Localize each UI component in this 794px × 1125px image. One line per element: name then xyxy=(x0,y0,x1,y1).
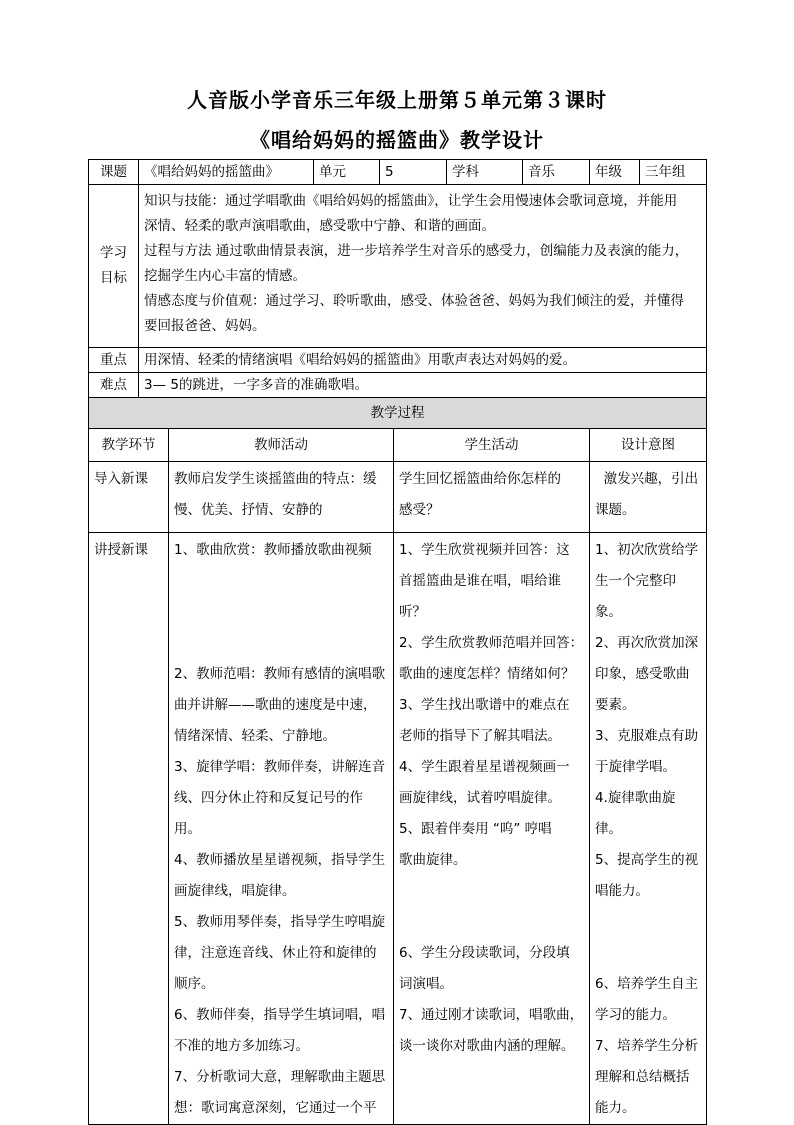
unit-label: 单元 xyxy=(314,160,380,185)
header-stage: 教学环节 xyxy=(89,429,169,462)
goals-label-line: 学习 xyxy=(100,245,127,261)
teacher-line: 顺序。 xyxy=(174,976,215,992)
teacher-line: 律，注意连音线、休止符和旋律的 xyxy=(174,945,377,961)
goals-label xyxy=(89,185,139,348)
student-line: 7、通过刚才读歌词，唱歌曲， xyxy=(399,1007,584,1023)
intent-line: 学习的能力。 xyxy=(595,1007,676,1023)
header-student: 学生活动 xyxy=(394,429,590,462)
difficulty-row xyxy=(89,373,707,398)
teacher-line: 3、旋律学唱：教师伴奏，讲解连音 xyxy=(174,759,386,775)
student-line: 老师的指导下了解其唱法。 xyxy=(399,728,561,744)
student-line: 2、学生欣赏教师范唱并回答： xyxy=(399,635,584,651)
intent-line: 激发兴趣，引出 xyxy=(595,471,699,487)
student-line: 画旋律线，试着哼唱旋律。 xyxy=(399,790,561,806)
header-teacher: 教师活动 xyxy=(169,429,394,462)
difficulty-value: 3— 5的跳进，一字多音的准确歌唱。 xyxy=(139,373,707,398)
main-teacher xyxy=(169,533,394,1125)
grade-value: 三年组 xyxy=(640,160,707,185)
teacher-line: 不准的地方多加练习。 xyxy=(174,1038,309,1054)
teacher-line: 曲并讲解——歌曲的速度是中速， xyxy=(174,697,377,713)
intro-stage xyxy=(89,462,169,533)
topic-label: 课题 xyxy=(89,160,139,185)
intent-line: 印象，感受歌曲 xyxy=(595,666,690,682)
goal-line: 过程与方法 通过歌曲情景表演，进一步培养学生对音乐的感受力，创编能力及表演的能力， xyxy=(144,243,689,259)
spacer xyxy=(399,876,584,938)
student-line: 首摇篮曲是谁在唱，唱给谁 xyxy=(399,573,561,589)
intent-line: 理解和总结概括 xyxy=(595,1069,690,1085)
process-band: 教学过程 xyxy=(89,398,707,429)
student-line: 1、学生欣赏视频并回答：这 xyxy=(399,542,570,558)
intro-intent xyxy=(590,462,707,533)
student-line: 4、学生跟着星星谱视频画一 xyxy=(399,759,570,775)
teacher-line: 1、歌曲欣赏：教师播放歌曲视频 xyxy=(174,542,372,558)
goal-line: 情感态度与价值观：通过学习、聆听歌曲，感受、体验爸爸、妈妈为我们倾注的爱，并懂得 xyxy=(144,293,684,309)
stage-text: 导入新课 xyxy=(94,471,148,487)
intent-line: 4.旋律歌曲旋律。 xyxy=(595,790,676,837)
student-line: 感受？ xyxy=(399,502,440,518)
student-line: 学生回忆摇篮曲给你怎样的 xyxy=(399,471,561,487)
page-title: 人音版小学音乐三年级上册第５单元第３课时 xyxy=(187,88,607,112)
main-row xyxy=(89,533,707,1125)
difficulty-label: 难点 xyxy=(89,373,139,398)
goal-line: 深情、轻柔的歌声演唱歌曲，感受歌中宁静、和谐的画面。 xyxy=(144,218,495,234)
student-line: 听？ xyxy=(399,604,426,620)
teacher-line: 2、教师范唱：教师有感情的演唱歌 xyxy=(174,666,386,682)
intent-line: 2、再次欣赏加深 xyxy=(595,635,699,651)
main-intent xyxy=(590,533,707,1125)
intro-teacher xyxy=(169,462,394,533)
intent-line: 6、培养学生自主 xyxy=(595,976,699,992)
intent-line: 于旋律学唱。 xyxy=(595,759,676,775)
info-row xyxy=(89,160,707,185)
teacher-line: 想：歌词寓意深刻，它通过一个平 xyxy=(174,1100,377,1116)
grade-label: 年级 xyxy=(590,160,640,185)
teacher-line: 情绪深情、轻柔、宁静地。 xyxy=(174,728,336,744)
intent-line: 1、初次欣赏给学 xyxy=(595,542,699,558)
header-intent: 设计意图 xyxy=(590,429,707,462)
teacher-line: 教师启发学生谈摇篮曲的特点：缓 xyxy=(174,471,377,487)
teacher-line: 画旋律线，唱旋律。 xyxy=(174,883,296,899)
teacher-line: 4、教师播放星星谱视频，指导学生 xyxy=(174,852,386,868)
student-line: 3、学生找出歌谱中的难点在 xyxy=(399,697,570,713)
key-row xyxy=(89,348,707,373)
student-line: 歌曲旋律。 xyxy=(399,852,467,868)
subject-value: 音乐 xyxy=(523,160,590,185)
intent-line: 3、克服难点有助 xyxy=(595,728,699,744)
unit-value: 5 xyxy=(380,160,447,185)
spacer xyxy=(174,566,388,628)
intent-line: 唱能力。 xyxy=(595,883,649,899)
intent-line: 生一个完整印象。 xyxy=(595,573,676,620)
main-student xyxy=(394,533,590,1125)
teacher-line: 6、教师伴奏，指导学生填词唱，唱 xyxy=(174,1007,386,1023)
spacer xyxy=(595,907,701,969)
teacher-line: 慢、优美、抒情、安静的 xyxy=(174,502,323,518)
intro-student xyxy=(394,462,590,533)
teacher-line: 线、四分休止符和反复记号的作用。 xyxy=(174,790,363,837)
teacher-line: 5、教师用琴伴奏，指导学生哼唱旋 xyxy=(174,914,386,930)
student-line: 谈一谈你对歌曲内涵的理解。 xyxy=(399,1038,575,1054)
goal-line: 要回报爸爸、妈妈。 xyxy=(144,318,266,334)
intro-row xyxy=(89,462,707,533)
student-line: 歌曲的速度怎样？情绪如何？ xyxy=(399,666,575,682)
teacher-line: 7、分析歌词大意，理解歌曲主题思 xyxy=(174,1069,386,1085)
goal-line: 知识与技能：通过学唱歌曲《唱给妈妈的摇篮曲》，让学生会用慢速体会歌词意境，并能用 xyxy=(144,193,678,209)
intent-line: 要素。 xyxy=(595,697,636,713)
key-label: 重点 xyxy=(89,348,139,373)
main-stage xyxy=(89,533,169,1125)
goals-row xyxy=(89,185,707,348)
student-line: 5、跟着伴奏用 “呜” 哼唱 xyxy=(399,821,552,837)
spacer xyxy=(174,628,388,659)
page-subtitle: 《唱给妈妈的摇篮曲》教学设计 xyxy=(250,128,544,152)
intent-line: 能力。 xyxy=(595,1100,636,1116)
intent-line: 5、提高学生的视 xyxy=(595,852,699,868)
subject-label: 学科 xyxy=(447,160,523,185)
goals-label-line: 目标 xyxy=(100,270,127,286)
student-line: 词演唱。 xyxy=(399,976,453,992)
topic-value: 《唱给妈妈的摇篮曲》 xyxy=(139,160,314,185)
goals-content xyxy=(139,185,707,348)
intent-line: 课题。 xyxy=(595,502,636,518)
key-value: 用深情、轻柔的情绪演唱《唱给妈妈的摇篮曲》用歌声表达对妈妈的爱。 xyxy=(139,348,707,373)
student-line: 6、学生分段读歌词，分段填 xyxy=(399,945,570,961)
process-header-row xyxy=(89,429,707,462)
stage-text: 讲授新课 xyxy=(94,542,148,558)
goal-line: 挖掘学生内心丰富的情感。 xyxy=(144,268,306,284)
intent-line: 7、培养学生分析 xyxy=(595,1038,699,1054)
info-table xyxy=(88,159,707,398)
process-table xyxy=(88,397,707,1125)
